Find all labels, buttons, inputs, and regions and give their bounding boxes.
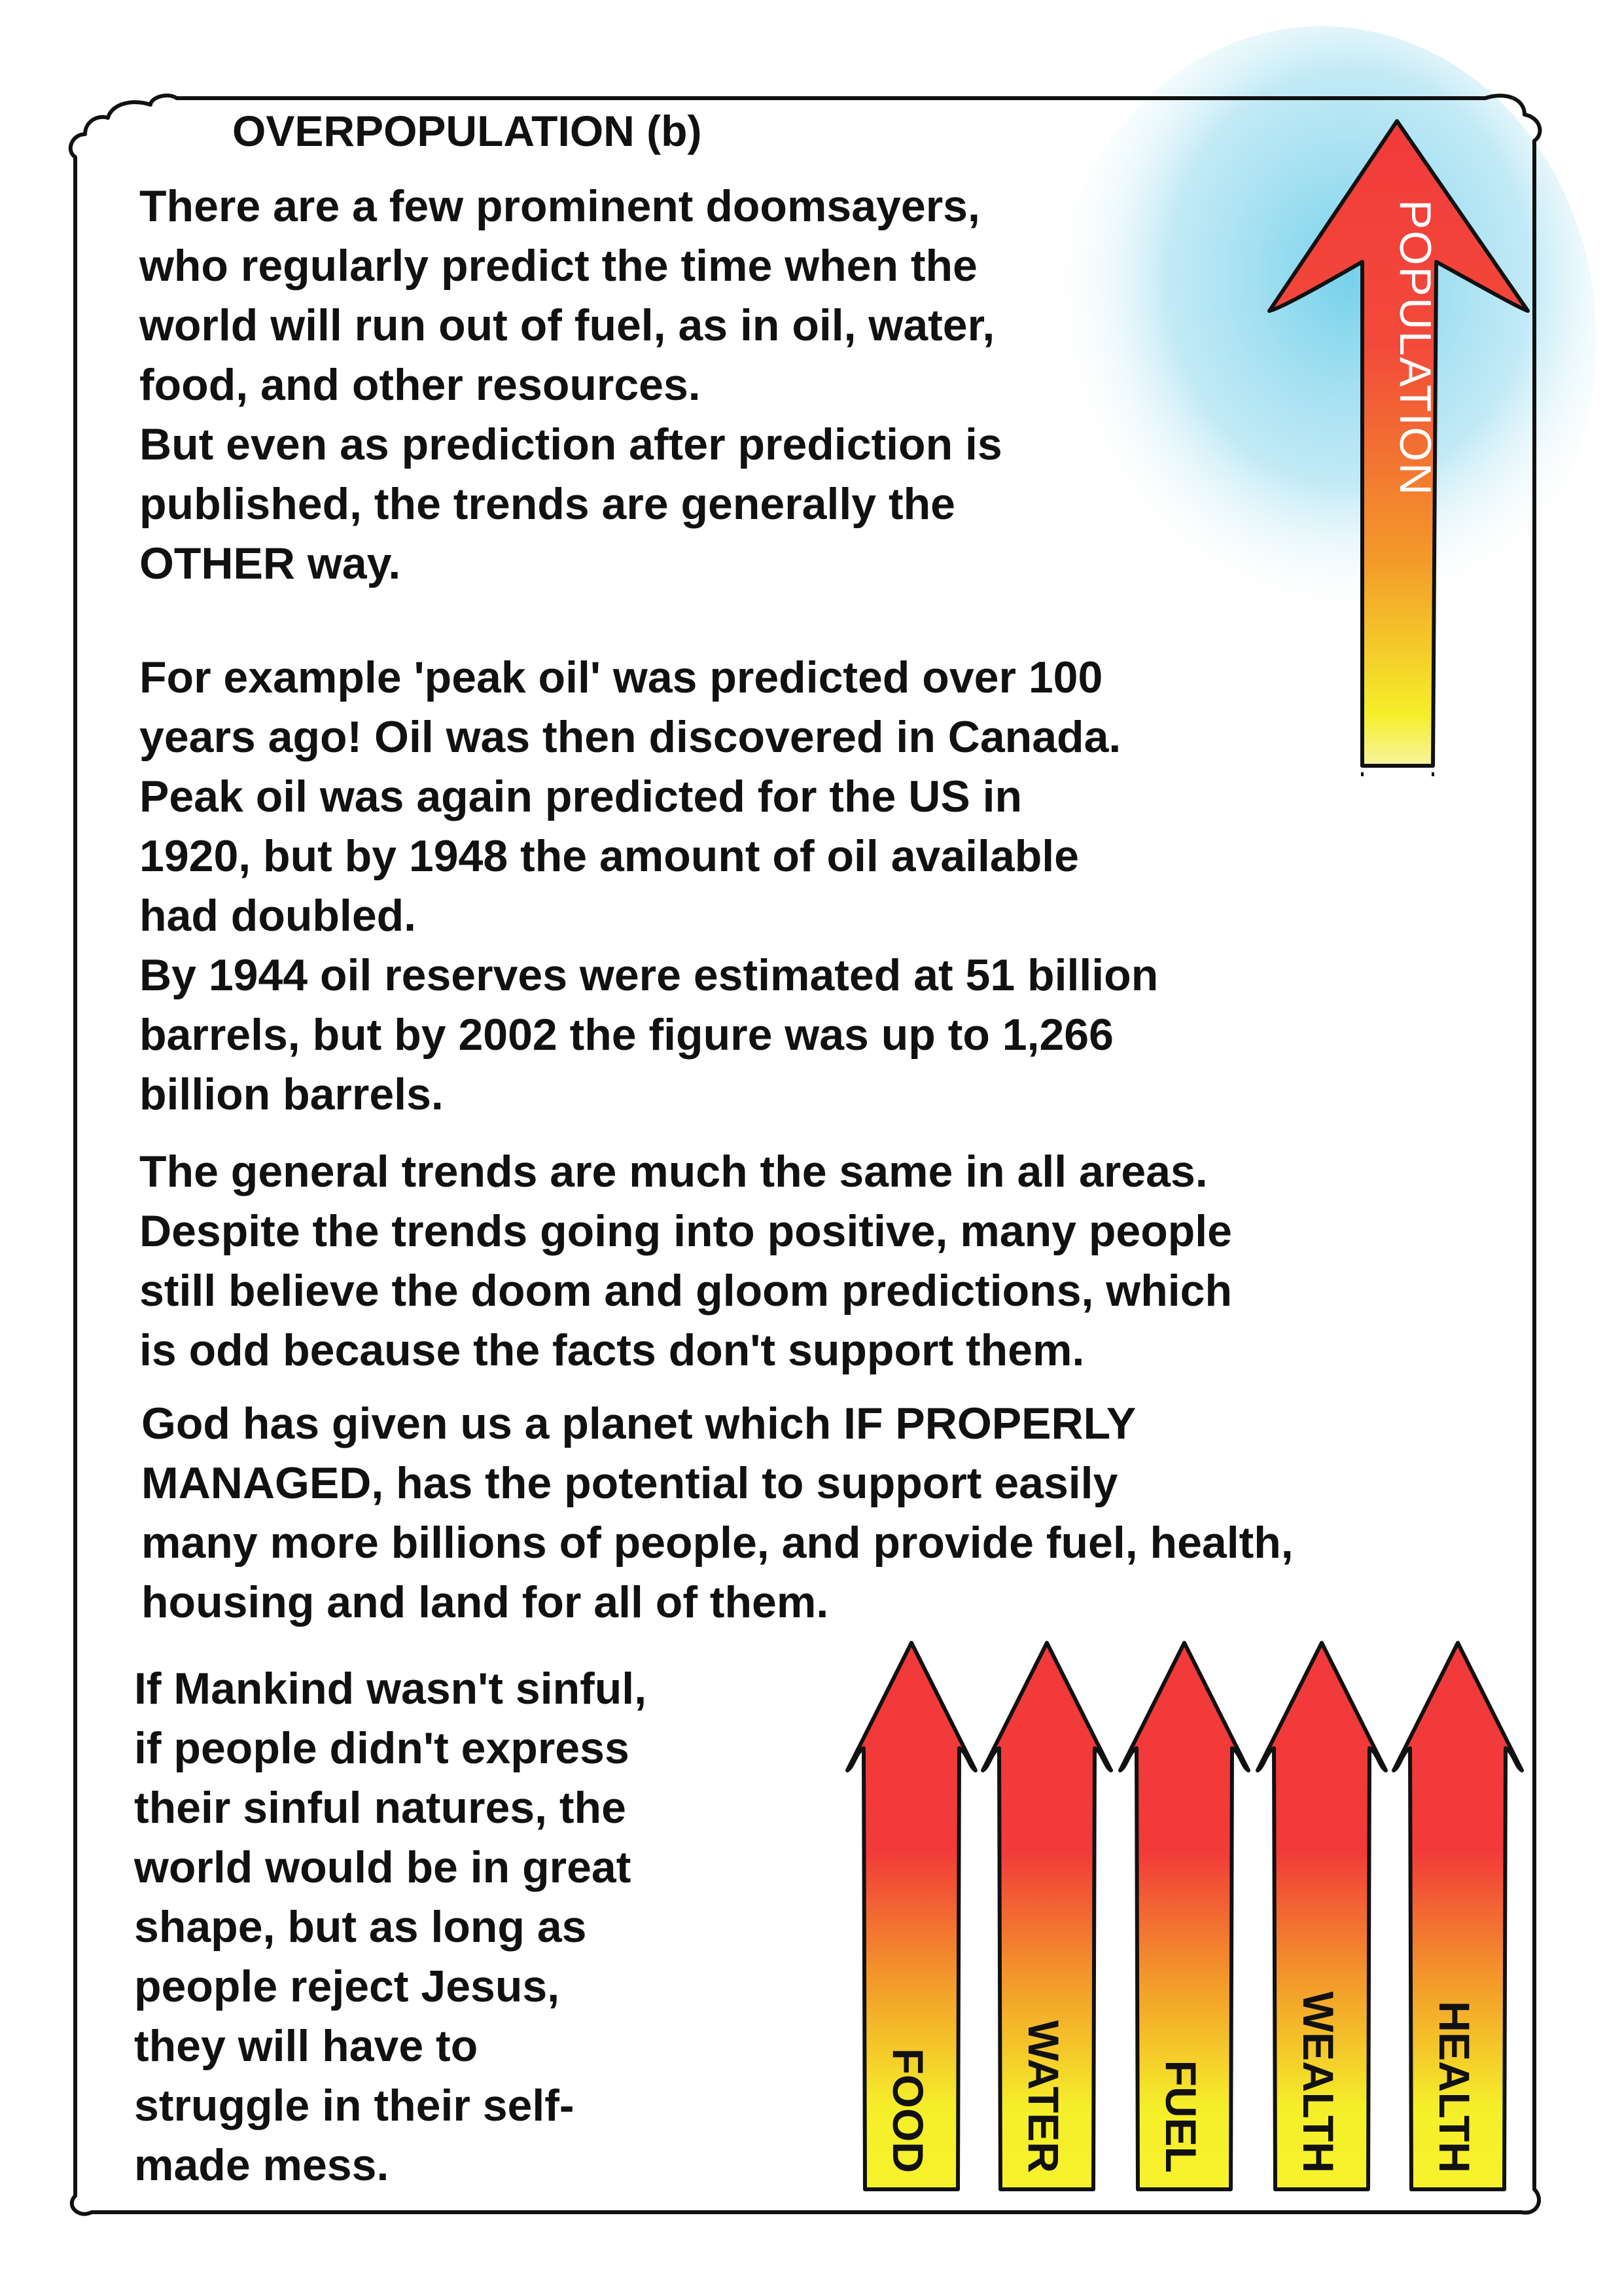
paragraph-doomsayers: There are a few prominent doomsayers, who regularly predict the time when the world will run out of fuel, as in oil, water, food, and other resources. But even as prediction after prediction is published, the trends are generally the OTHER way. [139, 181, 1002, 588]
paragraph-planet-potential: God has given us a planet which IF PROPERLY MANAGED, has the potential to support easily many more billions of people, and provide fuel, health, housing and land for all of them. [141, 1399, 1294, 1627]
resource-arrow-water [983, 1643, 1111, 2189]
resource-arrow-label: FUEL [1157, 2060, 1205, 2173]
resource-arrows [847, 1643, 1522, 2189]
resource-arrow-label: WEALTH [1294, 1991, 1343, 2173]
resource-arrow-wealth [1258, 1643, 1386, 2189]
population-arrow-label: POPULATION [1390, 200, 1440, 497]
page-title: OVERPOPULATION (b) [232, 107, 702, 155]
resource-arrow-label: HEALTH [1430, 2001, 1479, 2173]
resource-arrow-health [1394, 1643, 1522, 2189]
paragraph-general-trends: The general trends are much the same in all areas. Despite the trends going into positive, many people still believe the doom and gloom predictions, which is odd because the facts don't support them. [139, 1147, 1232, 1375]
paragraph-mankind-sinful: If Mankind wasn't sinful, if people didn't express their sinful natures, the world would be in great shape, but as long as people reject Jesus, they will have to struggle in their self- made mess. [134, 1664, 647, 2190]
resource-arrow-label: FOOD [884, 2048, 932, 2173]
resource-arrow-fuel [1120, 1643, 1248, 2189]
paragraph-peak-oil: For example 'peak oil' was predicted over 100 years ago! Oil was then discovered in Canada. Peak oil was again predicted for the US in 1920, but by 1948 the amount of oil available had doubled. By 1944 oil reserves were estimated at 51 billion barrels, but by 2002 the figure was up to 1,266 billion barrels. [139, 653, 1159, 1119]
resource-arrow-label: WATER [1019, 2020, 1068, 2173]
resource-arrow-food [847, 1643, 976, 2189]
